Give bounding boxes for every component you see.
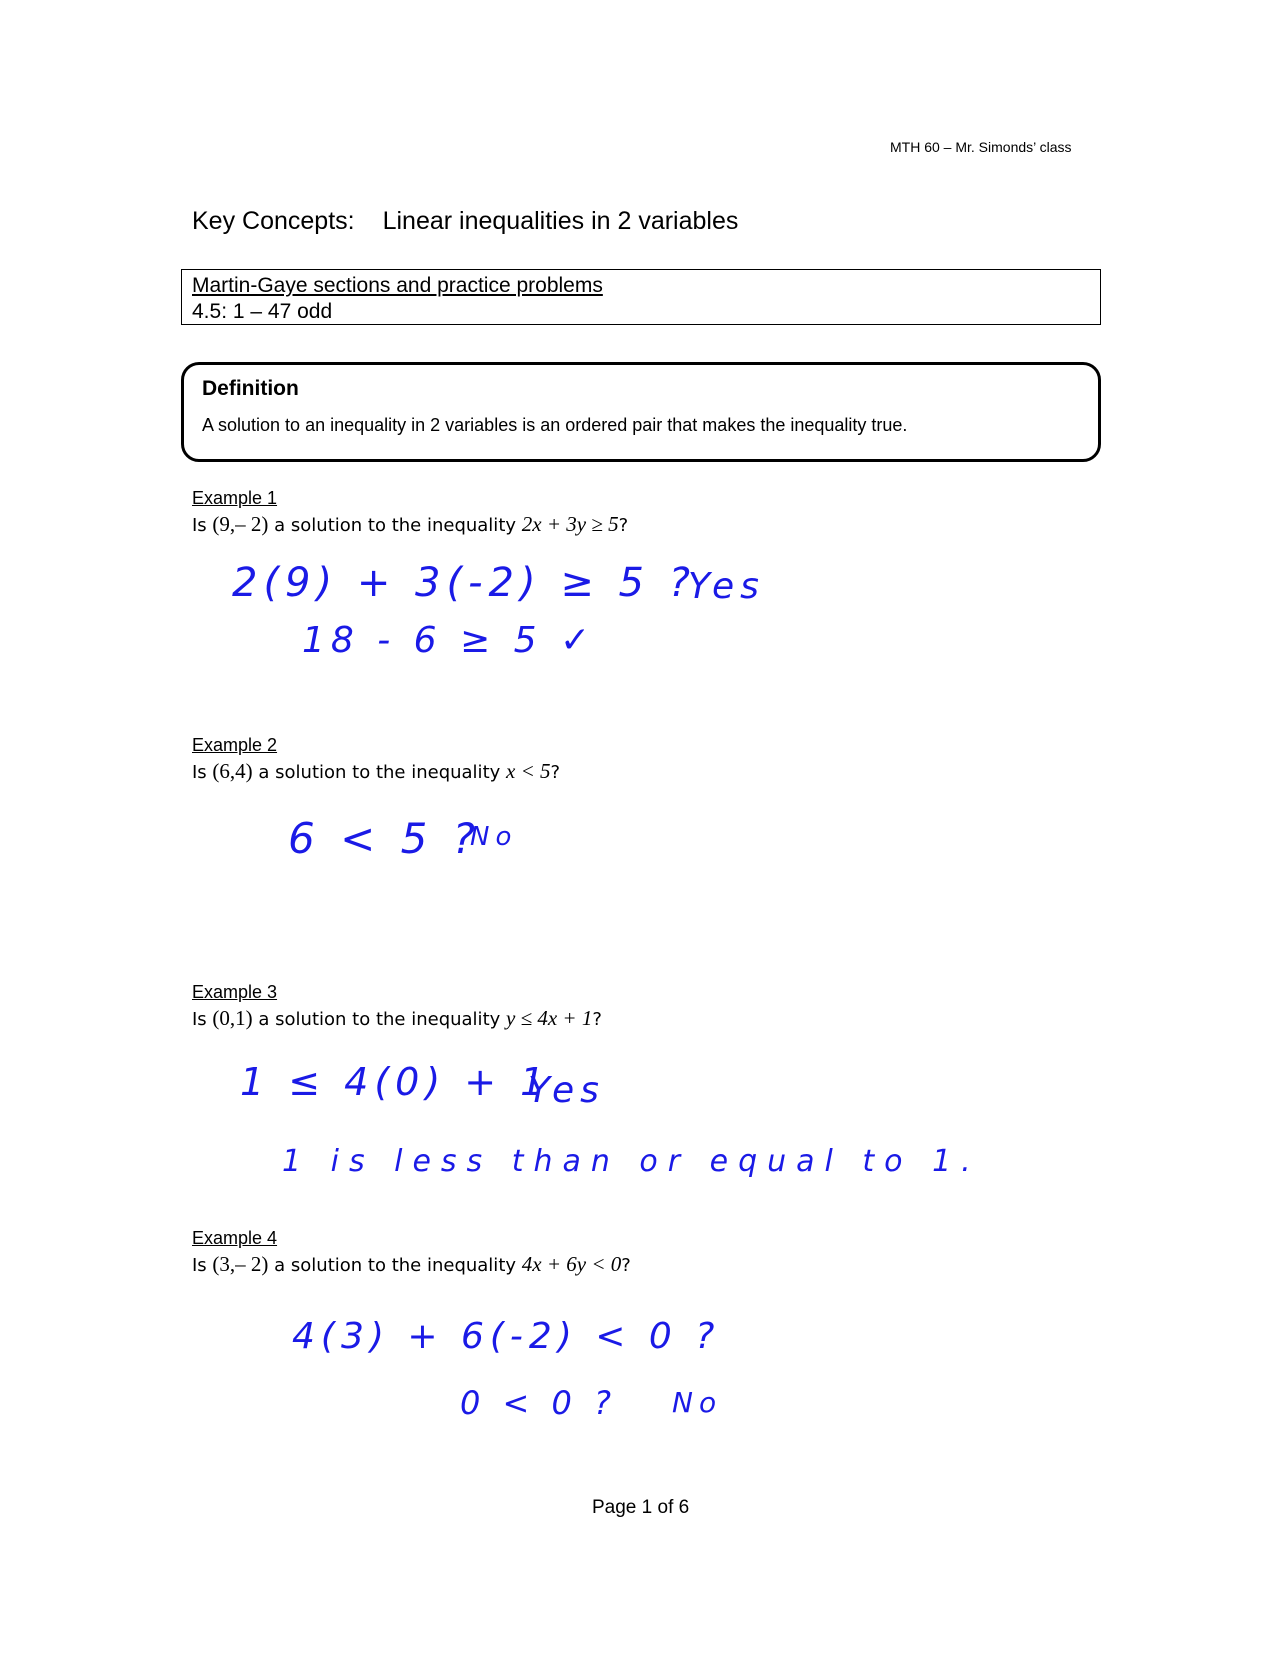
example-4-work-line-2: 0 < 0 ? [460,1384,618,1422]
example-4-pair: (3,– 2) [212,1252,269,1276]
example-3-work-line-1: 1 ≤ 4(0) + 1 [240,1060,551,1104]
example-2-question: Is (6,4) a solution to the inequality x < 5? [192,759,561,783]
example-3-answer: Yes [528,1070,605,1111]
reference-heading: Martin-Gaye sections and practice problems [192,274,603,297]
example-1-answer: Yes [688,566,765,607]
example-4-label: Example 4 [192,1228,278,1248]
example-4-work-line-1: 4(3) + 6(-2) < 0 ? [292,1316,721,1357]
example-4-inequality: 4x + 6y < 0 [521,1252,622,1276]
example-4-answer: No [672,1386,723,1419]
reference-problems: 4.5: 1 – 47 odd [192,300,333,323]
example-4-question: Is (3,– 2) a solution to the inequality 4x + 6y < 0? [192,1252,631,1276]
example-1-label: Example 1 [192,488,278,508]
example-1-work-line-1: 2(9) + 3(-2) ≥ 5 ? [232,560,696,606]
example-2-pair: (6,4) [212,759,253,783]
page-title [192,207,738,236]
definition-box [181,362,1101,462]
example-2-label: Example 2 [192,735,278,755]
definition-text: A solution to an inequality in 2 variables is an ordered pair that makes the inequality true. [202,415,908,435]
example-3-label: Example 3 [192,982,278,1002]
title-topic: Linear inequalities in 2 variables [382,207,739,235]
definition-heading: Definition [202,377,299,400]
example-3-question: Is (0,1) a solution to the inequality y ≤ 4x + 1? [192,1006,602,1030]
example-3-inequality: y ≤ 4x + 1 [506,1006,593,1030]
example-1-work-line-2: 18 - 6 ≥ 5 ✓ [302,620,597,661]
example-2-inequality: x < 5 [506,759,551,783]
example-3-pair: (0,1) [212,1006,253,1030]
example-2-work-line-1: 6 < 5 ? [288,814,481,863]
example-1-pair: (9,– 2) [212,512,269,536]
example-3-work-line-2: 1 is less than or equal to 1. [282,1144,981,1179]
example-1-question: Is (9,– 2) a solution to the inequality 2x + 3y ≥ 5? [192,512,629,536]
page-number: Page 1 of 6 [592,1497,690,1518]
course-header: MTH 60 – Mr. Simonds’ class [890,139,1072,155]
reference-box [181,269,1101,325]
title-prefix: Key Concepts: [192,207,355,235]
example-1-inequality: 2x + 3y ≥ 5 [521,512,619,536]
example-2-answer: No [470,822,518,852]
